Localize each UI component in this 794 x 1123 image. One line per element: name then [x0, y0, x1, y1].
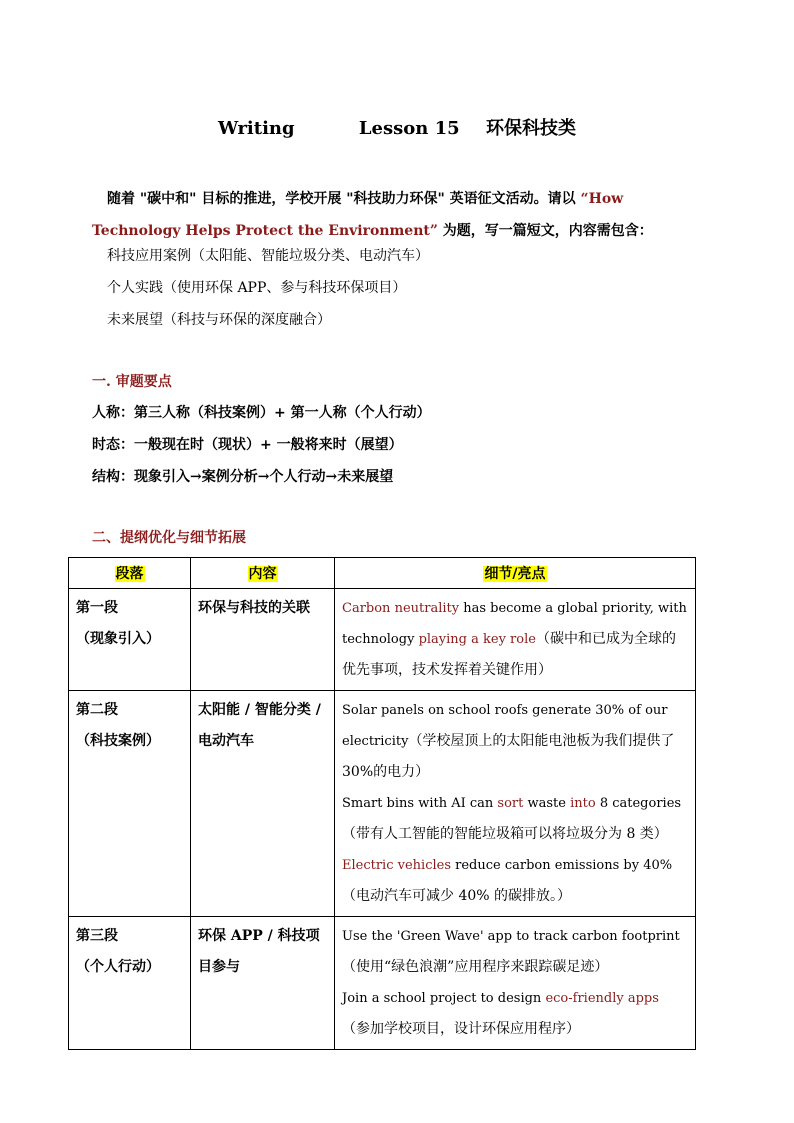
section-heading: 二、提纲优化与细节拓展: [92, 530, 246, 546]
content-cell: 环保 APP / 科技项目参与: [191, 917, 335, 1050]
requirement-item: 个人实践（使用环保 APP、参与科技环保项目）: [107, 280, 407, 296]
table-row: [69, 691, 696, 917]
title-topic: 环保科技类: [485, 118, 576, 139]
title-lesson: Lesson 15: [358, 118, 460, 139]
section-heading: 一. 审题要点: [92, 374, 172, 390]
table-header-row: [69, 558, 696, 589]
requirement-item: 未来展望（科技与环保的深度融合）: [107, 312, 331, 328]
column-header: 内容: [191, 558, 335, 589]
title-writing: Writing: [218, 118, 295, 139]
details-cell: Use the 'Green Wave' app to track carbon footprint （使用“绿色浪潮”应用程序来跟踪碳足迹） Join a school project to design eco-friendly apps （参加学校项目，设计环保应用程序）: [335, 917, 696, 1050]
prompt-intro: 随着 "碳中和" 目标的推进，学校开展 "科技助力环保" 英语征文活动。请以: [107, 191, 581, 207]
paragraph-cell: 第一段 （现象引入）: [69, 589, 191, 691]
page-title: [0, 114, 794, 140]
table-row: [69, 917, 696, 1050]
details-cell: Solar panels on school roofs generate 30% of our electricity（学校屋顶上的太阳能电池板为我们提供了 30%的电力） Smart bins with AI can sort waste into 8 categories （带有人工智能的智能垃圾箱可以将垃圾分为 8 类） Electric vehicles reduce carbon emissions by 40% （电动汽车可减少 40% 的碳排放。）: [335, 691, 696, 917]
prompt-topic: “How Technology Helps Protect the Environment”: [92, 191, 624, 239]
column-header: 细节/亮点: [335, 558, 696, 589]
analysis-person: 人称：第三人称（科技案例）+ 第一人称（个人行动）: [92, 405, 431, 421]
content-cell: 太阳能 / 智能分类 / 电动汽车: [191, 691, 335, 917]
analysis-structure: 结构：现象引入→案例分析→个人行动→未来展望: [92, 469, 394, 485]
table-row: [69, 589, 696, 691]
paragraph-cell: 第二段 （科技案例）: [69, 691, 191, 917]
paragraph-cell: 第三段 （个人行动）: [69, 917, 191, 1050]
analysis-tense: 时态：一般现在时（现状）+ 一般将来时（展望）: [92, 437, 403, 453]
requirement-item: 科技应用案例（太阳能、智能垃圾分类、电动汽车）: [107, 248, 429, 264]
column-header: 段落: [69, 558, 191, 589]
outline-table: [68, 557, 696, 1050]
details-cell: Carbon neutrality has become a global priority, with technology playing a key role（碳中和已成为全球的优先事项，技术发挥着关键作用）: [335, 589, 696, 691]
writing-prompt: [92, 183, 704, 247]
prompt-instruction: 为题，写一篇短文，内容需包含：: [437, 223, 653, 239]
content-cell: 环保与科技的关联: [191, 589, 335, 691]
